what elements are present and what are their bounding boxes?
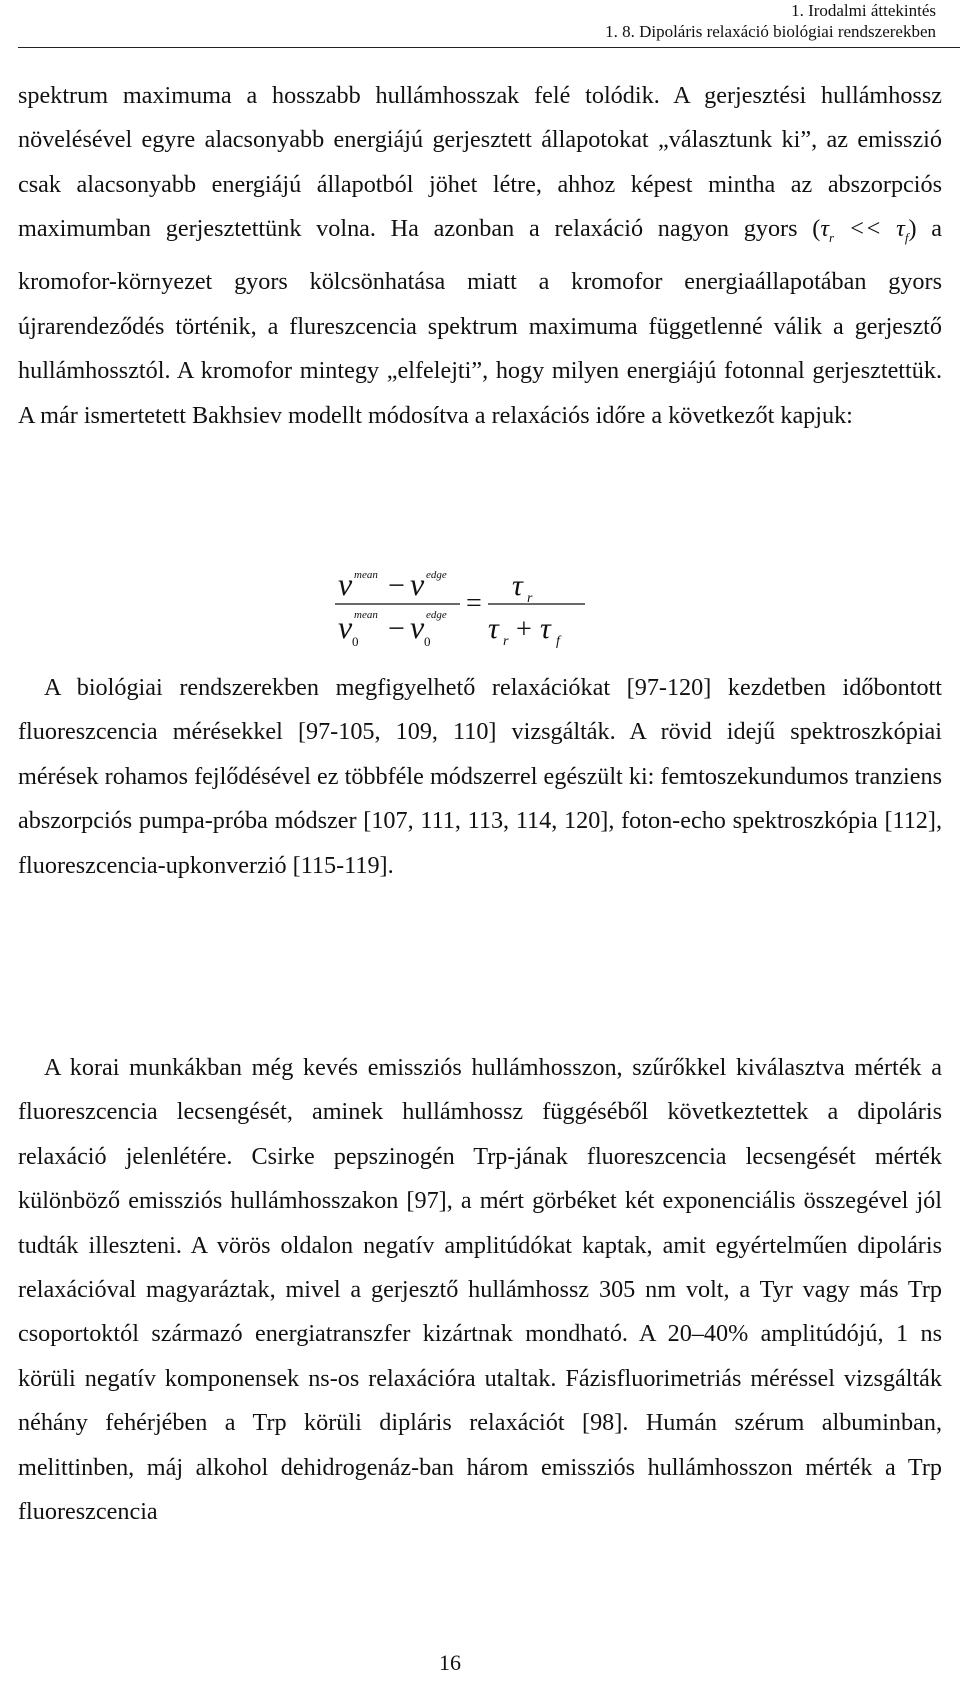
paragraph-3-text: A korai munkákban még kevés emissziós hullámhosszon, szűrőkkel kiválasztva mérték a fluoreszcencia lecsengését, aminek hullámhossz függéséből következtettek a dipoláris relaxáció jelenlétére. Csirke pepszinogén Trp-jának fluoreszcencia lecsengését mérték különböző emissziós hullámhosszakon [97], a mért görbéket két exponenciális összegével jól tudták illeszteni. A vörös oldalon negatív amplitúdókat kaptak, amit egyértelműen dipoláris relaxációval magyaráztak, mivel a gerjesztő hullámhossz 305 nm volt, a Tyr vagy más Trp csoportoktól származó energiatranszfer kizártnak mondható. A 20–40% amplitúdójú, 1 ns körüli negatív komponensek ns-os relaxációra utaltak. Fázisfluorimetriás méréssel vizsgálták néhány fehérjében a Trp körüli dipláris relaxációt [98]. Humán szérum albuminban, melittinben, máj alkohol dehidrogenáz-ban három emissziós hullámhosszon mérték a Trp fluoreszcencia [18,1054,942,1526]
eq-tau-r-top: τ [512,569,523,602]
eq-minus-top: − [388,569,405,602]
eq-sup-edge-top: edge [426,569,447,581]
eq-minus-bottom: − [388,612,405,645]
header-rule [18,47,960,48]
paragraph-1-text-b: ) a kromofor-környezet gyors kölcsönhatása miatt a kromofor energiaállapotában gyors újrarendeződés történik, a flureszcencia spektrum maximuma függetlenné válik a gerjesztő hullámhossztól. A kromofor mintegy „elfelejti”, hogy milyen energiájú fotonnal gerjesztettük. A már ismertetett Bakhsiev modellt módosítva a relaxációs időre a következőt kapjuk: [18,215,943,429]
page-number: 16 [439,1650,461,1675]
paragraph-2-text: A biológiai rendszerekben megfigyelhető relaxációkat [97-120] kezdetben időbontott fluoreszcencia mérésekkel [97-105, 109, 110] vizsgálták. A rövid idejű spektroszkópiai mérések rohamos fejlődésével ez többféle módszerrel egészült ki: femtoszekundumos tranziens abszorpciós pumpa-próba módszer [107, 111, 113, 114, 120], foton-echo spektroszkópia [112], fluoreszcencia-upkonverzió [115-119]. [18,674,942,879]
paragraph-1-text-a: spektrum maximuma a hosszabb hullámhosszak felé tolódik. A gerjesztési hullámhossz növelésével egyre alacsonyabb energiájú gerjesztett állapotokat „választunk ki”, az emisszió csak alacsonyabb energiájú állapotból jöhet létre, ahhoz képest mintha az abszorpciós maximumban gerjesztettünk volna. Ha azonban a relaxáció nagyon gyors ( [18,82,942,243]
eq-tau-r-bottom: τ [488,612,499,645]
header-section: 1. 8. Dipoláris relaxáció biológiai rendszerekben [605,22,936,41]
eq-plus: + [516,614,532,645]
header-chapter: 1. Irodalmi áttekintés [791,1,936,20]
eq-nu-mean-top: ν [338,566,353,602]
paragraph-2 [18,666,942,888]
eq-sub-r-top: r [527,591,533,606]
eq-sub-zero-1: 0 [352,634,359,649]
eq-sup-mean-top: mean [354,569,378,581]
eq-nu-edge-bottom: ν [410,609,425,645]
eq-sub-zero-2: 0 [424,634,431,649]
running-header [605,0,936,42]
eq-nu-mean-bottom: ν [338,609,353,645]
eq-sup-edge-bottom: edge [426,609,447,621]
relaxation-equation [330,560,590,650]
eq-nu-edge-top: ν [410,566,425,602]
eq-sup-mean-bottom: mean [354,609,378,621]
eq-sub-f: f [556,634,560,649]
paragraph-3 [18,1046,942,1534]
eq-tau-f: τ [540,612,551,645]
eq-sub-r-bottom: r [503,634,509,649]
inline-math-tau-condition: $\tau_r << \tau_f$ [820,215,909,246]
paragraph-1 [18,74,942,438]
eq-equals: = [466,588,482,619]
